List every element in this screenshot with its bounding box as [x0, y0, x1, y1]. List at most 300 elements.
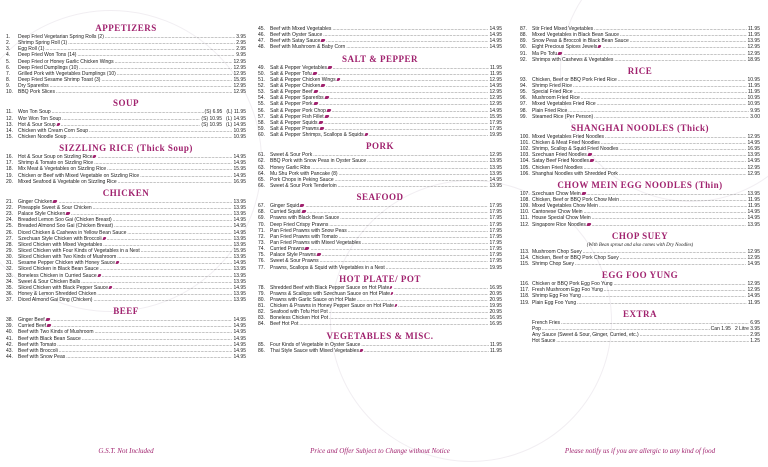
item-price: 2.95	[236, 40, 246, 47]
item-name: Ginger Squid	[270, 203, 300, 210]
item-name: Chicken, Beef or BBQ Pork Chop Suey	[532, 254, 619, 261]
item-name: Salt & Pepper Pork Chop	[270, 107, 326, 114]
item-price-large: (L) 11.95	[226, 109, 246, 116]
item-price: 16.95	[489, 315, 502, 322]
item-price: 12.95	[233, 83, 246, 90]
item-number: 119.	[520, 299, 530, 306]
item-number: 43.	[6, 347, 13, 354]
menu-section-rice	[520, 65, 760, 120]
item-number: 94.	[520, 82, 527, 89]
item-name: Pan Fried Prawns with Mixed Vegetables	[270, 239, 361, 246]
menu-item	[520, 300, 760, 306]
item-price: 17.95	[489, 209, 502, 216]
item-number: 98.	[520, 107, 527, 114]
item-number: 70.	[258, 221, 265, 228]
chili-pepper-icon	[313, 102, 318, 105]
item-name: Salt & Pepper Chicken	[270, 82, 321, 89]
item-number: 4.	[6, 52, 11, 59]
item-number: 32.	[6, 266, 13, 273]
item-price: 13.95	[489, 158, 502, 165]
chili-pepper-icon	[558, 52, 563, 55]
item-number: 82.	[258, 309, 265, 316]
item-name: Chicken, Beef or BBQ Pork Fried Rice	[532, 76, 617, 83]
section-title: SHANGHAI NOODLES (Thick)	[570, 122, 710, 133]
section-title: PORK	[366, 141, 394, 152]
item-name: Prawns, Scallops & Squid with Vegetables in a Nest	[270, 264, 385, 271]
dot-leader	[93, 297, 232, 303]
item-name: House Special Chow Mein	[532, 215, 591, 222]
item-name: Egg Roll (1)	[18, 46, 45, 53]
item-number: 86.	[258, 347, 265, 354]
item-name: Won Ton Soup	[18, 109, 51, 116]
dot-leader	[299, 321, 488, 327]
item-price: 18.95	[747, 56, 760, 63]
item-price: 12.95	[489, 76, 502, 83]
item-number: 54.	[258, 95, 265, 102]
section-title: EXTRA	[622, 308, 657, 319]
item-price: 13.95	[233, 235, 246, 242]
menu-item	[520, 338, 760, 344]
item-number: 62.	[258, 158, 265, 165]
item-number: 100.	[520, 133, 530, 140]
item-number: 108.	[520, 196, 530, 203]
item-number: 20.	[6, 178, 13, 185]
item-number: 73.	[258, 239, 265, 246]
chili-pepper-icon	[53, 200, 58, 203]
dot-leader	[594, 114, 749, 120]
item-number: 41.	[6, 335, 13, 342]
item-name: Beef with Broccoli	[18, 347, 58, 354]
item-number: 35.	[6, 284, 13, 291]
item-number: 96.	[520, 95, 527, 102]
item-number: 28.	[6, 241, 13, 248]
item-number: 99.	[520, 113, 527, 120]
item-name: Mixed Vegetables Fried Rice	[532, 101, 596, 108]
item-number: 13.	[6, 121, 13, 128]
item-price: 13.95	[233, 278, 246, 285]
item-name: Pork Chops in Peking Sauce	[270, 176, 334, 183]
item-number: 67.	[258, 203, 265, 210]
item-price: 12.95	[489, 95, 502, 102]
menu-item	[6, 134, 246, 140]
dot-leader	[118, 179, 233, 185]
item-price: 14.95	[233, 260, 246, 267]
item-number: 87.	[520, 26, 527, 32]
item-price: 11.95	[489, 64, 502, 71]
menu-item	[6, 297, 246, 303]
chili-pepper-icon	[359, 349, 363, 352]
item-name: Diced Almond Gai Ding (Chicken)	[18, 297, 93, 304]
item-number: 111.	[520, 215, 529, 222]
menu-item	[520, 57, 760, 63]
menu-item	[258, 265, 502, 271]
item-price: 14.95	[233, 223, 246, 230]
item-price: 14.95	[747, 293, 760, 300]
chili-pepper-icon	[97, 274, 101, 277]
item-number: 83.	[258, 315, 265, 322]
item-number: 7.	[6, 70, 11, 77]
item-number: 10.	[6, 89, 13, 96]
item-price: 16.95	[489, 321, 502, 328]
item-number: 115.	[520, 260, 530, 267]
item-name: Cantonese Chow Mein	[532, 209, 583, 216]
item-price: 14.95	[747, 260, 760, 267]
chili-pepper-icon	[336, 78, 341, 81]
item-name: French Fries	[532, 319, 561, 326]
item-price: 12.95	[489, 101, 502, 108]
item-name: Seafood with Tofu Hot Pot	[270, 309, 328, 316]
section-subtitle: (With Bean sprout and also comes with Dry Noodles)	[586, 242, 694, 248]
item-price: 11.95	[489, 70, 502, 77]
item-name: Mix Meat & Vegetables on Sizzling Rice	[18, 166, 107, 173]
item-name: Pan Fried Prawns with Snow Peas	[270, 227, 347, 234]
item-name: Hot & Sour Soup	[18, 121, 56, 128]
item-name: Salt & Pepper Prawns	[270, 125, 319, 132]
item-price: 10.95	[747, 76, 760, 83]
item-price: 13.95	[233, 266, 246, 273]
item-name: Chicken & Prawns in Honey Pepper Sauce on Hot Plate	[270, 303, 394, 310]
item-price: 2.95	[236, 46, 246, 53]
chili-pepper-icon	[586, 223, 591, 226]
item-price: 13.95	[747, 38, 760, 45]
item-name: Fresh Mushroom Egg Foo Yung	[532, 287, 603, 294]
item-number: 39.	[6, 323, 13, 330]
item-price: 10.95	[747, 101, 760, 108]
item-name: Curried Squid	[270, 209, 301, 216]
item-number: 95.	[520, 89, 527, 96]
chili-pepper-icon	[45, 318, 50, 321]
item-number: 81.	[258, 303, 265, 310]
item-number: 116.	[520, 281, 530, 288]
menu-item	[520, 114, 760, 120]
item-number: 57.	[258, 113, 265, 120]
item-name: Boneless Chicken Hot Pot	[270, 315, 329, 322]
item-price: 14.95	[489, 38, 502, 45]
item-price: 10.95	[233, 127, 246, 134]
item-price: 12.95	[233, 64, 246, 71]
item-name: Any Sauce (Sweet & Sour, Ginger, Curried, etc.)	[532, 331, 639, 338]
dot-leader	[67, 134, 232, 140]
item-price: 16.95	[489, 284, 502, 291]
item-number: 52.	[258, 82, 265, 89]
item-price: 15.95	[233, 76, 246, 83]
item-price: 9.95	[750, 107, 760, 114]
item-price: 12.95	[747, 254, 760, 261]
item-number: 53.	[258, 89, 265, 96]
item-name: Mushroom Fried Rice	[532, 95, 580, 102]
item-name: Prawns & Scallops with Szechuan Sauce on Hot Plate	[270, 290, 391, 297]
item-price: 16.95	[747, 146, 760, 153]
item-name: Chicken or Beef with Mixed Vegetable on Sizzling Rice	[18, 172, 140, 179]
item-number: 101.	[520, 139, 530, 146]
item-name: Salt & Pepper Fish Fillet	[270, 113, 324, 120]
item-price-large: (L) 14.95	[225, 121, 246, 128]
chili-pepper-icon	[326, 109, 331, 112]
item-price: 12.95	[489, 152, 502, 159]
item-number: 12.	[6, 115, 13, 122]
dot-leader	[614, 57, 746, 63]
item-price: 17.95	[489, 119, 502, 126]
item-price: 9.95	[236, 52, 246, 59]
item-price: 14.95	[747, 158, 760, 165]
item-price: 14.95	[233, 160, 246, 167]
item-number: 117.	[520, 287, 530, 294]
item-price: 14.95	[233, 217, 246, 224]
item-number: 42.	[6, 341, 13, 348]
item-number: 55.	[258, 101, 265, 108]
item-name: Sliced Chicken with Four Kinds of Vegetables in a Nest	[18, 247, 140, 254]
item-price: 14.95	[233, 323, 246, 330]
item-name: Thai Style Sauce with Mixed Vegetables	[270, 347, 359, 354]
item-price: 17.95	[489, 246, 502, 253]
item-number: 36.	[6, 290, 13, 297]
dot-leader	[56, 89, 233, 95]
item-price: 13.95	[489, 164, 502, 171]
item-price: 17.95	[489, 239, 502, 246]
item-number: 40.	[6, 329, 13, 336]
chili-pepper-icon	[364, 133, 368, 136]
item-price: 19.95	[489, 303, 502, 310]
dot-leader	[386, 265, 489, 271]
menu-column-1	[6, 0, 246, 467]
item-name: Salt & Pepper Spareribs	[270, 95, 324, 102]
section-title: CHICKEN	[102, 187, 150, 198]
menu-column-2	[258, 0, 502, 467]
item-name: Sweet & Sour Pork	[270, 152, 313, 159]
chili-pepper-icon	[56, 123, 60, 126]
item-price: 6.95	[750, 319, 760, 326]
item-name: Special Fried Rice	[532, 89, 573, 96]
item-number: 18.	[6, 166, 13, 173]
dot-leader	[66, 354, 232, 360]
item-price: 17.95	[489, 227, 502, 234]
menu-section-extra	[520, 308, 760, 345]
section-title: HOT PLATE/ POT	[339, 273, 421, 284]
item-name: Deep Fried or Honey Garlic Chicken Wings	[18, 58, 114, 65]
chili-pepper-icon	[327, 66, 332, 69]
item-name: Beef with Snow Peas	[18, 354, 66, 361]
item-name: Satay Beef Fried Noodles	[532, 158, 589, 165]
column-footer-note: Price and Offer Subject to Change without Notice	[310, 447, 450, 455]
section-title: VEGETABLES & MISC.	[326, 330, 434, 341]
item-price: 17.95	[489, 203, 502, 210]
item-name: Ginger Beef	[18, 317, 45, 324]
item-price: (S) 6.95	[204, 109, 223, 116]
item-number: 51.	[258, 76, 265, 83]
item-price: 12.95	[233, 70, 246, 77]
item-price: 20.95	[489, 309, 502, 316]
section-title: EGG FOO YUNG	[601, 270, 679, 281]
item-name: Mixed Seafood & Vegetable on Sizzling Rice	[18, 178, 117, 185]
item-price: (S) 10.95	[201, 121, 222, 128]
menu-section-appetizers	[6, 22, 246, 95]
item-number: 31.	[6, 260, 13, 267]
item-price: 1.25	[750, 338, 760, 345]
item-number: 38.	[6, 317, 13, 324]
item-name: Salt & Pepper Shrimps, Scallops & Squids	[270, 132, 364, 139]
item-name: Boneless Chicken in Curried Sauce	[18, 272, 97, 279]
chili-pepper-icon	[313, 90, 318, 93]
section-title: SALT & PEPPER	[341, 53, 419, 64]
item-name: Mixed Vegetables in Black Bean Sauce	[532, 32, 619, 39]
item-price: (S) 10.95	[201, 115, 222, 122]
item-number: 6.	[6, 64, 11, 71]
item-price: 14.95	[233, 284, 246, 291]
item-number: 102.	[520, 146, 530, 153]
dot-leader	[577, 300, 747, 306]
item-price: 13.95	[233, 297, 246, 304]
item-price: 13.95	[489, 170, 502, 177]
item-name: Plain Egg Foo Yung	[532, 299, 577, 306]
item-name: Dry Spareribs	[18, 83, 49, 90]
chili-pepper-icon	[66, 212, 71, 215]
item-number: 106.	[520, 170, 530, 177]
item-name: Beef with Mixed Vegetables	[270, 26, 332, 32]
item-number: 61.	[258, 152, 265, 159]
menu-item	[258, 321, 502, 327]
item-name: Salt & Pepper Pork	[270, 101, 313, 108]
item-price: 12.95	[747, 287, 760, 294]
item-name: Chicken & Meat Fried Noodles	[532, 139, 600, 146]
item-price: 13.95	[233, 198, 246, 205]
chili-pepper-icon	[587, 153, 592, 156]
item-name: Eight Precious Spices Jewels	[532, 44, 598, 51]
item-price: 11.95	[747, 89, 760, 96]
item-number: 90.	[520, 44, 527, 51]
item-number: 64.	[258, 170, 265, 177]
item-name: Steamed Rice (Per Person)	[532, 113, 594, 120]
item-name: Salt & Pepper Tofu	[270, 70, 312, 77]
item-number: 76.	[258, 258, 265, 265]
item-number: 68.	[258, 209, 265, 216]
item-number: 109.	[520, 203, 530, 210]
menu-item	[520, 222, 760, 228]
item-number: 105.	[520, 164, 530, 171]
item-price: 12.95	[489, 89, 502, 96]
item-number: 9.	[6, 83, 11, 90]
dot-leader	[364, 348, 489, 354]
item-number: 14.	[6, 127, 13, 134]
item-price: 11.95	[747, 32, 760, 39]
item-number: 26.	[6, 229, 13, 236]
item-number: 19.	[6, 172, 13, 179]
item-name: Sweet & Sour Prawns	[270, 258, 319, 265]
item-name: Breaded Lemon Soo Gai (Chicken Breast)	[18, 217, 112, 224]
item-name: Mixed Vegetables Fried Noodles	[532, 133, 604, 140]
item-price: 17.95	[489, 125, 502, 132]
item-number: 80.	[258, 296, 265, 303]
item-number: 114.	[520, 254, 530, 261]
chili-pepper-icon	[319, 127, 324, 130]
section-title: CHOP SUEY	[611, 230, 669, 241]
item-name: Sesame Pepper Chicken with Honey Sauce	[18, 260, 115, 267]
item-number: 50.	[258, 70, 265, 77]
item-price: 13.95	[233, 272, 246, 279]
menu-section-shanghai-noodles-thick	[520, 122, 760, 177]
item-number: 17.	[6, 160, 13, 167]
item-name: Wor Won Ton Soup	[18, 115, 62, 122]
item-name: Four Kinds of Vegetable in Oyster Sauce	[270, 341, 361, 348]
item-number: 92.	[520, 56, 527, 63]
dot-leader	[592, 222, 747, 228]
item-price: 14.95	[489, 107, 502, 114]
item-number: 21.	[6, 198, 13, 205]
item-name: Shrimp Egg Foo Yung	[532, 293, 581, 300]
item-number: 58.	[258, 119, 265, 126]
item-number: 72.	[258, 233, 265, 240]
item-number: 110.	[520, 209, 530, 216]
item-name: Shrimp Chop Suey	[532, 260, 574, 267]
chili-pepper-icon	[109, 286, 113, 289]
item-number: 23.	[6, 211, 13, 218]
item-price: 14.95	[233, 329, 246, 336]
chili-pepper-icon	[598, 45, 602, 48]
section-title: SEAFOOD	[356, 192, 404, 203]
item-name: Szechuan Chow Mein	[532, 190, 581, 197]
item-number: 27.	[6, 235, 13, 242]
item-name: Salt & Pepper Chicken Wings	[270, 76, 336, 83]
item-number: 29.	[6, 247, 13, 254]
item-price: 11.95	[489, 347, 502, 354]
item-price: 12.95	[747, 44, 760, 51]
dot-leader	[368, 132, 488, 138]
item-name: Deep Fried Crispy Prawns	[270, 221, 329, 228]
dot-leader	[619, 171, 747, 177]
item-name: Prawns with Garlic Sauce on Hot Plate	[270, 296, 356, 303]
item-number: 65.	[258, 176, 265, 183]
item-price: 17.95	[489, 233, 502, 240]
item-number: 56.	[258, 107, 265, 114]
item-name: Mixed Vegetables Chow Mein	[532, 203, 598, 210]
item-price: 12.95	[747, 133, 760, 140]
item-price: 14.95	[233, 341, 246, 348]
item-number: 8.	[6, 76, 11, 83]
menu-item	[258, 132, 502, 138]
item-number: 69.	[258, 215, 265, 222]
menu-section-chow-mein-egg-noodles-thin	[520, 179, 760, 228]
menu-section-seafood	[258, 191, 502, 271]
item-price: 3.00	[750, 113, 760, 120]
item-number: 84.	[258, 321, 265, 328]
item-name: Plain Fried Rice	[532, 107, 568, 114]
item-price: 13.95	[747, 190, 760, 197]
item-name: Pan Fried Prawns with Tomato	[270, 233, 338, 240]
item-number: 66.	[258, 182, 265, 189]
column-footer-note: G.S.T. Not Included	[98, 447, 154, 455]
item-number: 71.	[258, 227, 265, 234]
item-number: 16.	[6, 154, 13, 161]
item-price: 17.95	[489, 221, 502, 228]
menu-item	[6, 179, 246, 185]
item-name: Shanghai Noodles with Shredded Pork	[532, 170, 618, 177]
chili-pepper-icon	[324, 115, 329, 118]
chili-pepper-icon	[300, 204, 305, 207]
item-price-large: (L) 14.95	[225, 115, 246, 122]
item-name: Stir Fried Mixed Vegetables	[532, 26, 594, 32]
item-number: 63.	[258, 164, 265, 171]
menu-section-sizzling-rice-thick-soup	[6, 142, 246, 185]
item-number: 2.	[6, 40, 11, 47]
item-number: 97.	[520, 101, 527, 108]
item-price: 13.95	[233, 204, 246, 211]
item-number: 3.	[6, 46, 11, 53]
item-price: 14.95	[233, 229, 246, 236]
item-number: 37.	[6, 297, 13, 304]
item-number: 25.	[6, 223, 13, 230]
chili-pepper-icon	[318, 121, 323, 124]
menu-item	[520, 261, 760, 267]
dot-leader	[556, 338, 749, 344]
